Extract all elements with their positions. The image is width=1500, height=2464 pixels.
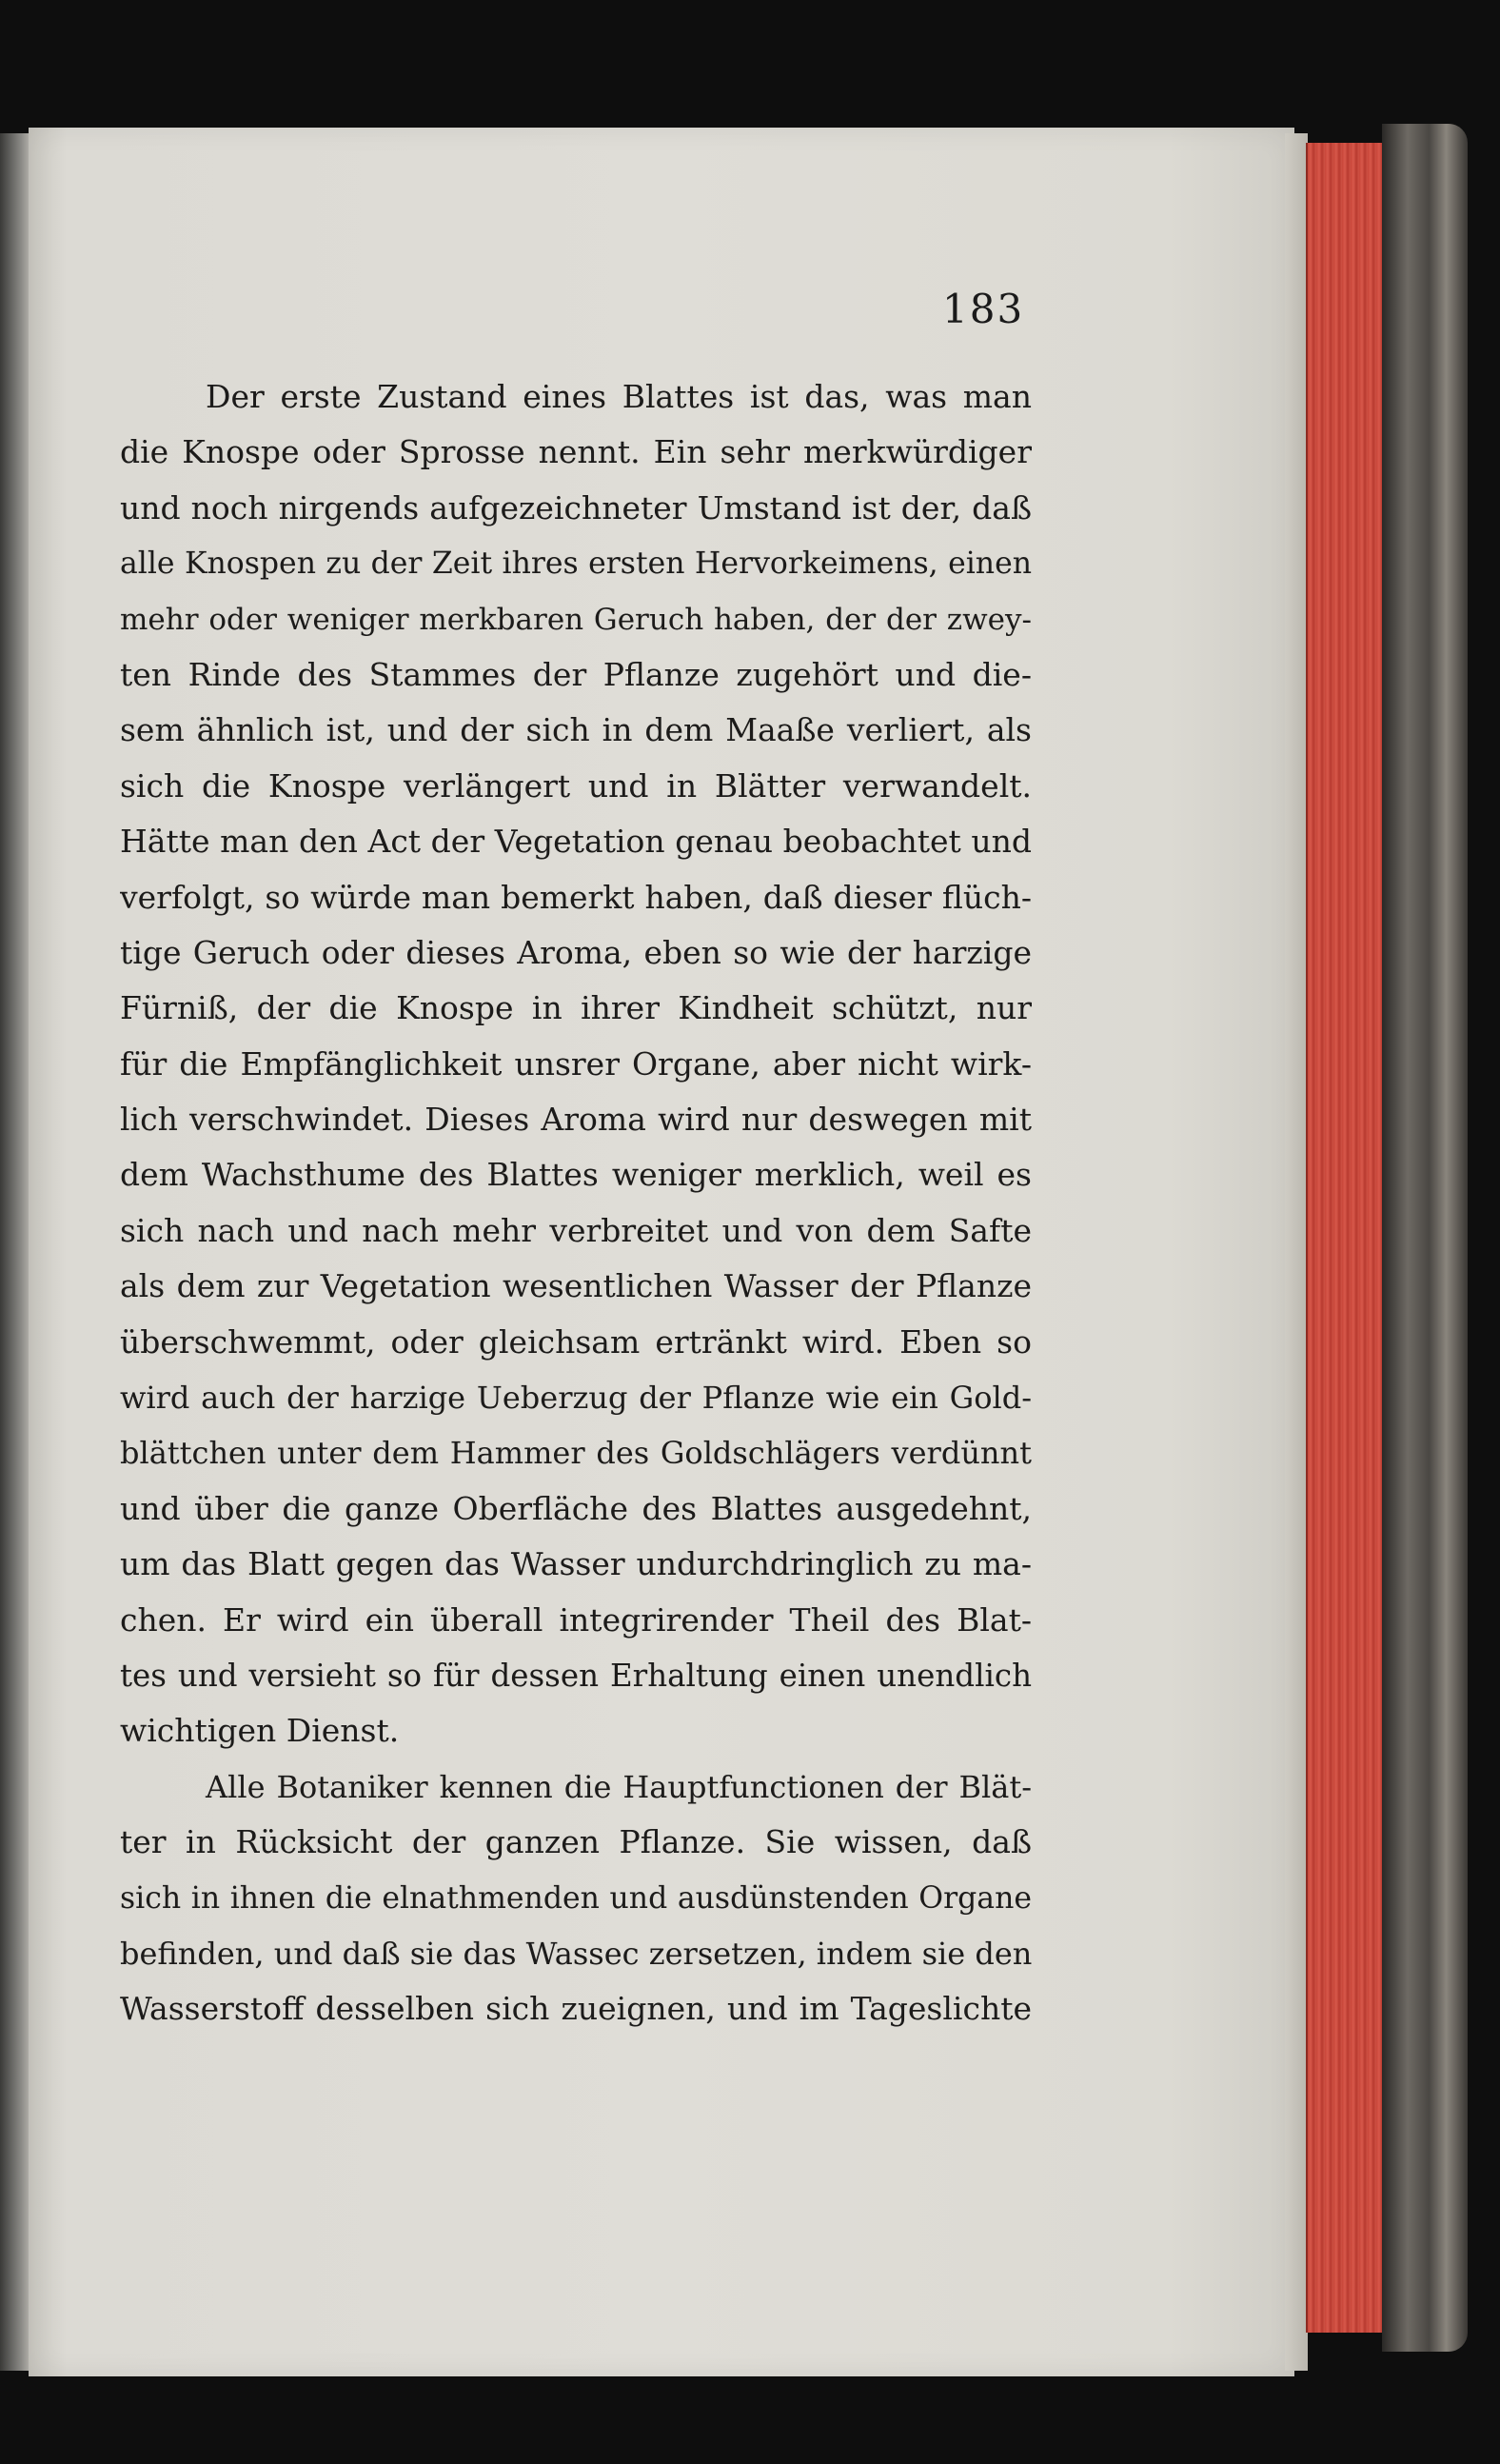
page-gutter-shadow <box>1285 133 1308 2371</box>
text-line: befinden, und daß sie das Wassec zersetzen, indem sie den <box>120 1935 1032 1972</box>
text-line: sich die Knospe verlängert und in Blätter verwandelt. <box>120 766 1032 805</box>
page-number: 183 <box>942 286 1025 332</box>
text-line: um das Blatt gegen das Wasser undurchdringlich zu ma- <box>120 1545 1032 1583</box>
text-line: sich in ihnen die elnathmenden und ausdünstenden Organe <box>120 1880 1032 1916</box>
text-line: überschwemmt, oder gleichsam ertränkt wird. Eben so <box>120 1322 1032 1361</box>
text-line: die Knospe oder Sprosse nennt. Ein sehr merkwürdiger <box>120 433 1032 471</box>
text-line: verfolgt, so würde man bemerkt haben, daß dieser flüch- <box>120 878 1032 916</box>
text-line: wichtigen Dienst. <box>120 1712 400 1750</box>
text-line: alle Knospen zu der Zeit ihres ersten Hervorkeimens, einen <box>120 546 1032 582</box>
text-line: lich verschwindet. Dieses Aroma wird nur deswegen mit <box>120 1101 1032 1139</box>
text-line: tige Geruch oder dieses Aroma, eben so wie der harzige <box>120 933 1032 971</box>
text-line: blättchen unter dem Hammer des Goldschlägers verdünnt <box>120 1435 1032 1472</box>
text-line: Der erste Zustand eines Blattes ist das, was man <box>206 378 1032 415</box>
text-line: als dem zur Vegetation wesentlichen Wasser der Pflanze <box>120 1267 1032 1305</box>
red-page-edges <box>1306 143 1384 2333</box>
text-line: tes und versieht so für dessen Erhaltung einen unendlich <box>120 1657 1032 1694</box>
text-line: und über die ganze Oberfläche des Blattes ausgedehnt, <box>120 1489 1032 1527</box>
text-line: Fürniß, der die Knospe in ihrer Kindheit schützt, nur <box>120 989 1032 1027</box>
text-line: dem Wachsthume des Blattes weniger merklich, weil es <box>120 1156 1032 1194</box>
text-line: mehr oder weniger merkbaren Geruch haben, der der zwey- <box>120 602 1032 637</box>
text-line: Wasserstoff desselben sich zueignen, und im Tageslichte <box>120 1990 1032 2028</box>
text-line: für die Empfänglichkeit unsrer Organe, aber nicht wirk- <box>120 1044 1032 1083</box>
text-line: wird auch der harzige Ueberzug der Pflanze wie ein Gold- <box>120 1380 1032 1417</box>
text-line: sem ähnlich ist, und der sich in dem Maaße verliert, als <box>120 711 1032 749</box>
book-binding <box>1382 124 1468 2352</box>
text-line: ter in Rücksicht der ganzen Pflanze. Sie wissen, daß <box>120 1823 1032 1861</box>
text-line: Alle Botaniker kennen die Hauptfunctionen der Blät- <box>206 1768 1032 1805</box>
text-line: Hätte man den Act der Vegetation genau beobachtet und <box>120 823 1032 861</box>
text-line: sich nach und nach mehr verbreitet und von dem Safte <box>120 1211 1032 1249</box>
text-line: ten Rinde des Stammes der Pflanze zugehört und die- <box>120 655 1032 693</box>
text-line: und noch nirgends aufgezeichneter Umstand ist der, daß <box>120 488 1032 527</box>
body-text <box>120 369 1032 2037</box>
text-line: chen. Er wird ein überall integrirender Theil des Blat- <box>120 1600 1032 1639</box>
